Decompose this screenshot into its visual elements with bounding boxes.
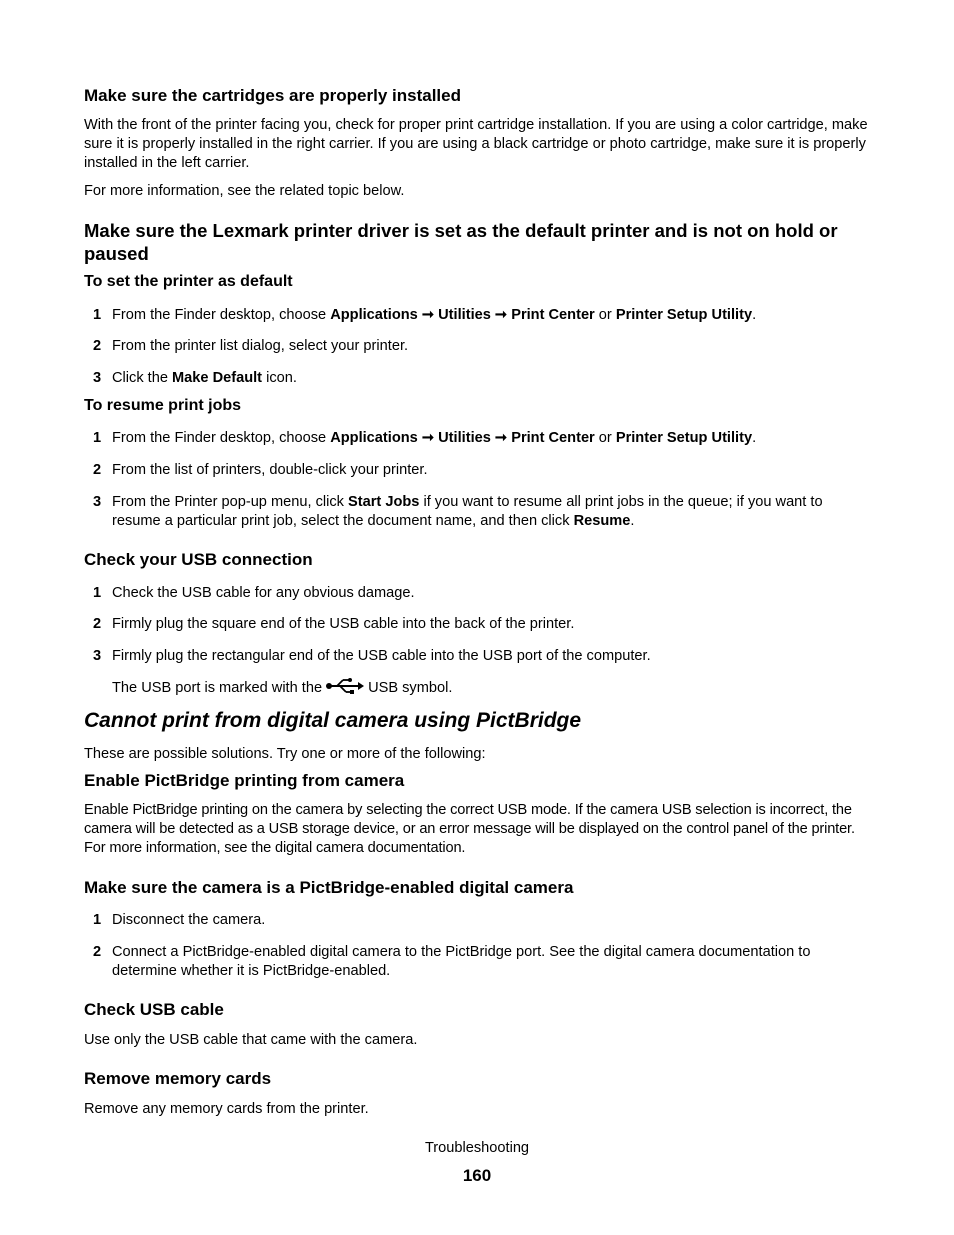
step-text: Firmly plug the rectangular end of the USB cable into the USB port of the computer. xyxy=(112,648,651,664)
step-number: 3 xyxy=(93,370,102,386)
heading-memory-cards: Remove memory cards xyxy=(84,1069,272,1088)
step-camera-1 xyxy=(84,911,874,930)
arrow-right-icon: ➞ xyxy=(421,430,435,446)
step-text: From the Printer pop-up menu, click Start Jobs if you want to resume all print jobs in the queue; if you want to resume a particular print job, select the document name, and then click Resume. xyxy=(112,494,823,529)
step-number: 2 xyxy=(93,462,102,478)
step-number: 3 xyxy=(93,494,102,510)
step-text: Check the USB cable for any obvious damage. xyxy=(112,585,415,601)
paragraph-memory-cards: Remove any memory cards from the printer. xyxy=(84,1101,369,1117)
arrow-right-icon: ➞ xyxy=(421,307,435,323)
step-default-2 xyxy=(84,337,874,356)
step-camera-2 xyxy=(84,943,874,981)
step-number: 1 xyxy=(93,912,102,928)
heading-usb-connection: Check your USB connection xyxy=(84,550,313,569)
step-usb-3 xyxy=(84,647,874,666)
step-text: Firmly plug the square end of the USB cable into the back of the printer. xyxy=(112,616,575,632)
step-text: From the printer list dialog, select your printer. xyxy=(112,338,409,354)
step-default-1 xyxy=(84,306,874,325)
step-number: 2 xyxy=(93,338,102,354)
heading-pictbridge-enabled: Make sure the camera is a PictBridge-enabled digital camera xyxy=(84,878,574,897)
step-number: 3 xyxy=(93,648,102,664)
subheading-set-default: To set the printer as default xyxy=(84,273,293,290)
step-number: 2 xyxy=(93,616,102,632)
step-text: From the Finder desktop, choose Applications ➞ Utilities ➞ Print Center or Printer Setup Utility. xyxy=(112,430,757,446)
arrow-right-icon: ➞ xyxy=(494,307,508,323)
usb-note-text: The USB port is marked with the USB symbol. xyxy=(112,677,874,698)
heading-check-usb-cable: Check USB cable xyxy=(84,1000,224,1019)
step-text: Disconnect the camera. xyxy=(112,912,266,928)
step-default-3 xyxy=(84,369,874,388)
step-number: 2 xyxy=(93,944,102,960)
heading-pictbridge: Cannot print from digital camera using PictBridge xyxy=(84,709,582,732)
step-resume-3 xyxy=(84,493,874,531)
step-text: Connect a PictBridge-enabled digital camera to the PictBridge port. See the digital camera documentation to determine whether it is PictBridge-enabled. xyxy=(112,944,811,979)
paragraph-usb-cable: Use only the USB cable that came with the camera. xyxy=(84,1032,418,1048)
step-number: 1 xyxy=(93,307,102,323)
usb-note xyxy=(84,677,874,698)
step-number: 1 xyxy=(93,585,102,601)
page-number: 160 xyxy=(462,1166,492,1185)
step-usb-2 xyxy=(84,615,874,634)
usb-icon xyxy=(325,677,365,695)
subheading-resume-jobs: To resume print jobs xyxy=(84,397,242,414)
step-resume-2 xyxy=(84,461,874,480)
step-text: Click the Make Default icon. xyxy=(112,370,297,386)
paragraph-cartridges: With the front of the printer facing you, check for proper print cartridge installation. If you are using a color cartridge, make sure it is properly installed in the right carrier. If you are using a black cartridge or photo cartridge, make sure it is properly installed in the left carrier. xyxy=(84,117,868,171)
heading-enable-pictbridge: Enable PictBridge printing from camera xyxy=(84,771,405,790)
step-number: 1 xyxy=(93,430,102,446)
step-resume-1 xyxy=(84,429,874,448)
footer-section-name: Troubleshooting xyxy=(424,1140,530,1156)
heading-cartridges: Make sure the cartridges are properly installed xyxy=(84,86,461,105)
step-text: From the Finder desktop, choose Applications ➞ Utilities ➞ Print Center or Printer Setup Utility. xyxy=(112,307,757,323)
step-text: From the list of printers, double-click your printer. xyxy=(112,462,428,478)
step-usb-1 xyxy=(84,584,874,603)
arrow-right-icon: ➞ xyxy=(494,430,508,446)
paragraph-possible-solutions: These are possible solutions. Try one or more of the following: xyxy=(84,746,486,762)
paragraph-related-topic: For more information, see the related topic below. xyxy=(84,183,405,199)
paragraph-enable-pictbridge: Enable PictBridge printing on the camera by selecting the correct USB mode. If the camera USB selection is incorrect, the camera will be detected as a USB storage device, or an error message will be displayed on the control panel of the printer. For more information, see the digital camera documentation. xyxy=(84,802,855,856)
heading-default-printer: Make sure the Lexmark printer driver is set as the default printer and is not on hold or paused xyxy=(84,220,838,264)
